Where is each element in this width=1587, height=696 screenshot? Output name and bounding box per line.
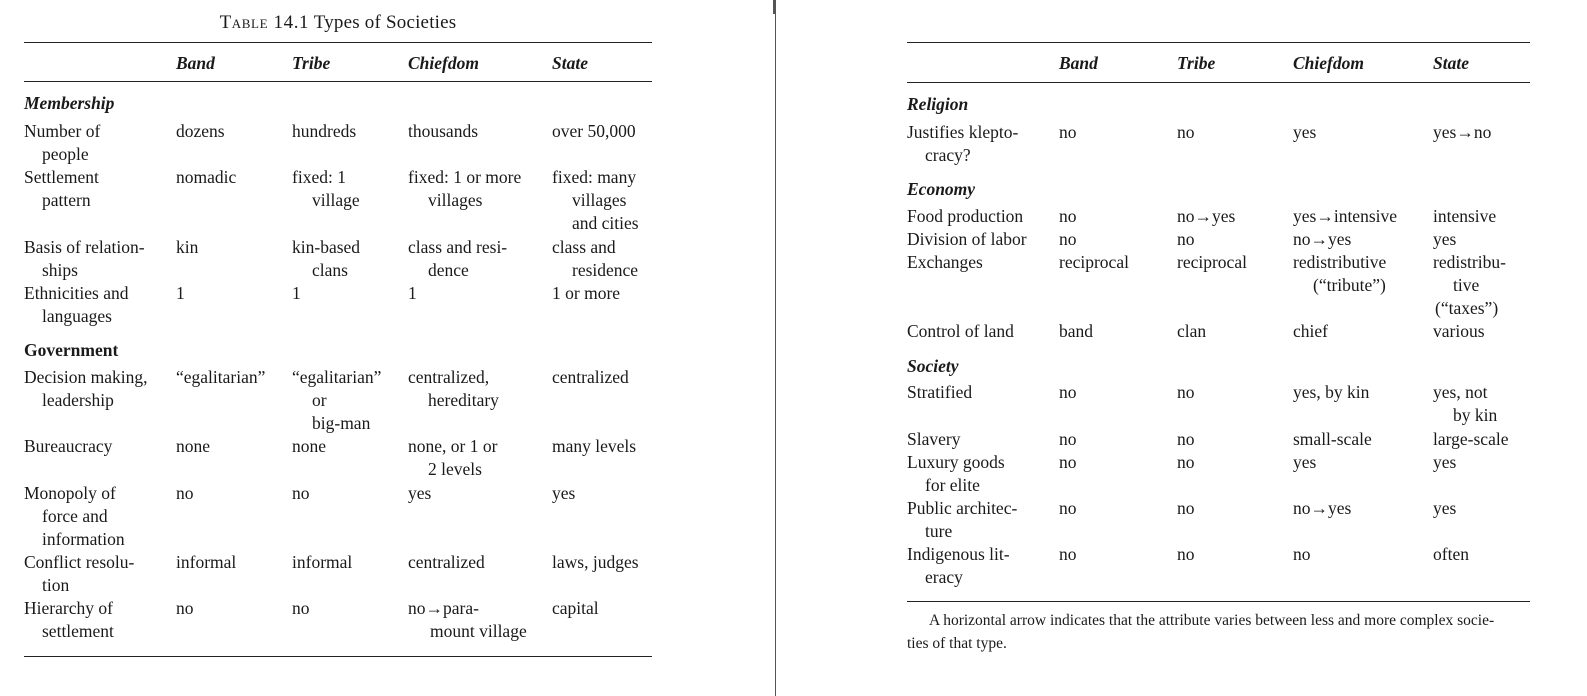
cell-chiefdom: yes [1293,122,1317,142]
header-rule [907,82,1530,83]
cell-tribe: no [1177,544,1195,564]
cell-tribe: fixed: 1 village [292,167,360,210]
table-title-text: Types of Societies [313,12,457,33]
header-chiefdom: Chiefdom [408,53,479,73]
cell-chiefdom: no [1293,544,1311,564]
cell-chiefdom: small-scale [1293,429,1372,449]
top-rule [24,42,652,43]
cell-state: 1 or more [552,283,621,303]
cell-chiefdom: none, or 1 or 2 levels [408,436,498,479]
cell-tribe: no [1177,229,1195,249]
cell-chiefdom: 1 [408,283,417,303]
cell-tribe: informal [292,552,353,572]
cell-state: yes [1433,452,1457,472]
cell-state: yes [1433,229,1457,249]
row-label-settlement-pattern: Settlement pattern [24,167,99,210]
table-footnote [907,609,1530,655]
row-label-kleptocracy: Justifies klepto- cracy? [907,122,1019,165]
cell-state: yes→no [1433,122,1492,142]
cell-state: fixed: many villages and cities [552,167,639,233]
bottom-rule [24,656,652,657]
cell-chiefdom: redistributive (“tribute”) [1293,252,1387,295]
cell-band: informal [176,552,237,572]
table-title [24,11,652,34]
cell-band: no [1059,122,1077,142]
cell-band: “egalitarian” [176,367,266,387]
cell-band: band [1059,321,1094,341]
cell-band: dozens [176,121,225,141]
cell-state: class and residence [552,237,639,280]
cell-chiefdom: fixed: 1 or more villages [408,167,522,210]
cell-chiefdom: thousands [408,121,478,141]
cell-tribe: no→yes [1177,206,1236,226]
cell-band: no [1059,544,1077,564]
header-state: State [552,53,588,73]
row-label-literacy: Indigenous lit- eracy [907,544,1010,587]
cell-chiefdom: yes→intensive [1293,206,1398,226]
page-gutter [775,0,776,696]
cell-chiefdom: centralized, hereditary [408,367,499,410]
gutter-tick [773,0,776,14]
top-rule [907,42,1530,43]
cell-band: nomadic [176,167,237,187]
cell-state: large-scale [1433,429,1509,449]
cell-band: none [176,436,211,456]
cell-state: capital [552,598,599,618]
row-label-public-architecture: Public architec- ture [907,498,1018,541]
cell-band: no [1059,229,1077,249]
cell-tribe: no [1177,382,1195,402]
cell-state: centralized [552,367,629,387]
cell-chiefdom: yes, by kin [1293,382,1370,402]
footnote-line-2: ties of that type. [907,635,1007,652]
cell-state: yes, not by kin [1433,382,1498,425]
section-religion: Religion [907,94,969,114]
cell-state: often [1433,544,1469,564]
cell-state: intensive [1433,206,1497,226]
cell-tribe: none [292,436,327,456]
section-economy: Economy [907,179,976,199]
cell-band: no [1059,498,1077,518]
cell-state: over 50,000 [552,121,636,141]
cell-chiefdom: yes [408,483,432,503]
cell-band: no [1059,382,1077,402]
cell-tribe: no [292,483,310,503]
row-label-control-of-land: Control of land [907,321,1014,341]
cell-chiefdom: class and resi- dence [408,237,508,280]
cell-chiefdom: no→para- mount village [408,598,527,641]
cell-tribe: hundreds [292,121,357,141]
row-label-stratified: Stratified [907,382,973,402]
row-label-bureaucracy: Bureaucracy [24,436,113,456]
cell-band: no [1059,452,1077,472]
header-rule [24,81,652,82]
row-label-number-of-people: Number of people [24,121,101,164]
header-band: Band [176,53,215,73]
cell-state: yes [1433,498,1457,518]
section-society: Society [907,356,959,376]
footnote-line-1: A horizontal arrow indicates that the attribute varies between less and more complex socie- [929,612,1495,629]
cell-chiefdom: no→yes [1293,229,1352,249]
row-label-basis-of-relationships: Basis of relation- ships [24,237,145,280]
cell-state: redistribu- tive (“taxes”) [1433,252,1506,318]
cell-chiefdom: yes [1293,452,1317,472]
cell-tribe: no [1177,452,1195,472]
cell-band: no [176,483,194,503]
row-label-slavery: Slavery [907,429,961,449]
cell-tribe: kin-based clans [292,237,361,280]
bottom-rule [907,601,1530,602]
table-number: Table 14.1 [219,12,310,33]
cell-band: 1 [176,283,185,303]
header-chiefdom: Chiefdom [1293,53,1364,73]
cell-state: yes [552,483,576,503]
cell-tribe: “egalitarian” or big-man [292,367,382,433]
cell-band: kin [176,237,199,257]
row-label-exchanges: Exchanges [907,252,983,272]
row-label-food-production: Food production [907,206,1024,226]
cell-chiefdom: centralized [408,552,485,572]
cell-chiefdom: chief [1293,321,1328,341]
header-tribe: Tribe [292,53,331,73]
cell-band: reciprocal [1059,252,1129,272]
cell-tribe: no [1177,122,1195,142]
row-label-division-of-labor: Division of labor [907,229,1027,249]
header-state: State [1433,53,1469,73]
cell-tribe: no [292,598,310,618]
cell-tribe: 1 [292,283,301,303]
cell-tribe: no [1177,429,1195,449]
row-label-conflict-resolution: Conflict resolu- tion [24,552,135,595]
header-band: Band [1059,53,1098,73]
row-label-monopoly: Monopoly of force and information [24,483,125,549]
cell-band: no [1059,206,1077,226]
cell-tribe: no [1177,498,1195,518]
cell-chiefdom: no→yes [1293,498,1352,518]
cell-tribe: clan [1177,321,1207,341]
row-label-hierarchy: Hierarchy of settlement [24,598,114,641]
row-label-ethnicities: Ethnicities and languages [24,283,129,326]
cell-state: various [1433,321,1485,341]
cell-state: laws, judges [552,552,639,572]
row-label-luxury-goods: Luxury goods for elite [907,452,1005,495]
cell-band: no [1059,429,1077,449]
cell-state: many levels [552,436,637,456]
header-tribe: Tribe [1177,53,1216,73]
cell-band: no [176,598,194,618]
section-government: Government [24,340,119,360]
row-label-decision-making: Decision making, leadership [24,367,148,410]
section-membership: Membership [24,93,115,113]
cell-tribe: reciprocal [1177,252,1247,272]
